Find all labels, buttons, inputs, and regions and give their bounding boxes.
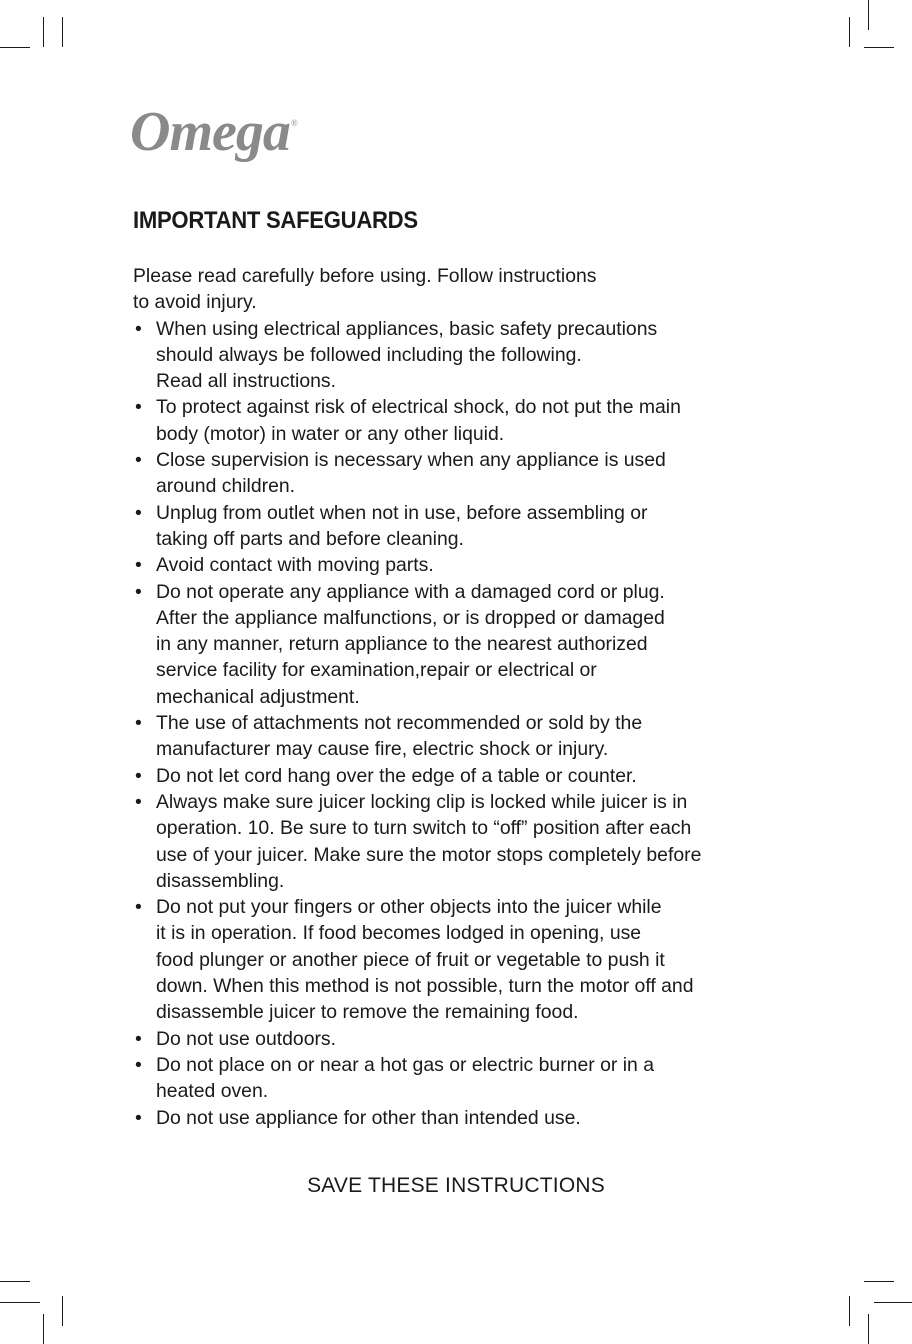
crop-mark-bottom-right-h bbox=[864, 1281, 894, 1282]
bullet-icon: • bbox=[135, 1106, 142, 1129]
crop-mark-bottom-right-h2 bbox=[874, 1302, 912, 1303]
safeguard-line: Avoid contact with moving parts. bbox=[156, 554, 434, 577]
safeguard-item bbox=[133, 394, 793, 447]
page-title: IMPORTANT SAFEGUARDS bbox=[133, 207, 418, 234]
crop-mark-bottom-right-v2 bbox=[868, 1314, 869, 1344]
safeguard-item bbox=[133, 579, 793, 710]
bullet-icon: • bbox=[135, 396, 142, 419]
crop-mark-top-right-v1 bbox=[849, 17, 850, 47]
safeguard-line: Close supervision is necessary when any appliance is used bbox=[156, 449, 666, 472]
safeguard-line: Do not use appliance for other than intended use. bbox=[156, 1106, 581, 1129]
save-instructions-footer: SAVE THESE INSTRUCTIONS bbox=[307, 1174, 605, 1197]
registered-mark: ® bbox=[290, 118, 297, 128]
crop-mark-top-left-v2 bbox=[62, 17, 63, 47]
brand-logo-text: Omega bbox=[130, 101, 290, 163]
safeguard-line: mechanical adjustment. bbox=[156, 685, 360, 708]
safeguard-item bbox=[133, 1105, 793, 1131]
safeguard-item bbox=[133, 763, 793, 789]
safeguard-line: around children. bbox=[156, 475, 296, 498]
safeguard-item bbox=[133, 894, 793, 1025]
bullet-icon: • bbox=[135, 317, 142, 340]
bullet-icon: • bbox=[135, 712, 142, 735]
safeguard-item bbox=[133, 500, 793, 553]
safeguard-line: To protect against risk of electrical shock, do not put the main bbox=[156, 396, 681, 419]
crop-mark-bottom-left-v2 bbox=[62, 1296, 63, 1326]
safeguard-line: disassembling. bbox=[156, 869, 285, 892]
safeguard-line: down. When this method is not possible, turn the motor off and bbox=[156, 975, 694, 998]
safeguard-item bbox=[133, 710, 793, 763]
safeguard-item bbox=[133, 1052, 793, 1105]
safeguard-line: taking off parts and before cleaning. bbox=[156, 527, 464, 550]
safeguard-line: Read all instructions. bbox=[156, 370, 336, 393]
crop-mark-bottom-left-h bbox=[0, 1281, 30, 1282]
crop-mark-top-right-v2 bbox=[868, 0, 869, 30]
bullet-icon: • bbox=[135, 764, 142, 787]
safeguard-line: disassemble juicer to remove the remaining food. bbox=[156, 1001, 579, 1024]
safeguard-item bbox=[133, 316, 793, 395]
safeguard-line: should always be followed including the following. bbox=[156, 343, 582, 366]
safeguard-item bbox=[133, 447, 793, 500]
safeguard-item bbox=[133, 1026, 793, 1052]
bullet-icon: • bbox=[135, 896, 142, 919]
safeguard-line: Do not put your fingers or other objects into the juicer while bbox=[156, 896, 662, 919]
intro-paragraph bbox=[133, 263, 793, 316]
safeguard-line: Unplug from outlet when not in use, before assembling or bbox=[156, 501, 648, 524]
safeguards-list bbox=[133, 316, 793, 1131]
safeguard-line: use of your juicer. Make sure the motor stops completely before bbox=[156, 843, 702, 866]
crop-mark-bottom-left-h2 bbox=[0, 1302, 40, 1303]
safeguards-content bbox=[133, 263, 793, 1131]
crop-mark-top-left-h bbox=[0, 47, 30, 48]
safeguard-line: operation. 10. Be sure to turn switch to “off” position after each bbox=[156, 817, 692, 840]
safeguard-line: body (motor) in water or any other liquid. bbox=[156, 422, 505, 445]
bullet-icon: • bbox=[135, 554, 142, 577]
brand-logo bbox=[130, 101, 297, 163]
bullet-icon: • bbox=[135, 1027, 142, 1050]
bullet-icon: • bbox=[135, 449, 142, 472]
bullet-icon: • bbox=[135, 501, 142, 524]
bullet-icon: • bbox=[135, 790, 142, 813]
intro-line: to avoid injury. bbox=[133, 291, 257, 314]
safeguard-line: in any manner, return appliance to the nearest authorized bbox=[156, 633, 648, 656]
safeguard-line: service facility for examination,repair or electrical or bbox=[156, 659, 597, 682]
safeguard-line: Do not place on or near a hot gas or electric burner or in a bbox=[156, 1053, 654, 1076]
safeguard-line: Do not let cord hang over the edge of a table or counter. bbox=[156, 764, 637, 787]
crop-mark-top-right-h bbox=[864, 47, 894, 48]
bullet-icon: • bbox=[135, 580, 142, 603]
crop-mark-bottom-right-v1 bbox=[849, 1296, 850, 1326]
crop-mark-top-left-v1 bbox=[43, 17, 44, 47]
safeguard-line: When using electrical appliances, basic safety precautions bbox=[156, 317, 658, 340]
safeguard-line: Always make sure juicer locking clip is locked while juicer is in bbox=[156, 790, 688, 813]
safeguard-line: Do not use outdoors. bbox=[156, 1027, 337, 1050]
intro-line: Please read carefully before using. Follow instructions bbox=[133, 265, 597, 287]
safeguard-line: food plunger or another piece of fruit or vegetable to push it bbox=[156, 948, 665, 971]
safeguard-line: manufacturer may cause fire, electric shock or injury. bbox=[156, 738, 609, 761]
safeguard-line: Do not operate any appliance with a damaged cord or plug. bbox=[156, 580, 665, 603]
crop-mark-bottom-left-v1 bbox=[43, 1314, 44, 1344]
safeguard-line: heated oven. bbox=[156, 1080, 269, 1103]
safeguard-line: After the appliance malfunctions, or is dropped or damaged bbox=[156, 606, 665, 629]
safeguard-item bbox=[133, 789, 793, 894]
safeguard-item bbox=[133, 552, 793, 578]
bullet-icon: • bbox=[135, 1053, 142, 1076]
safeguard-line: it is in operation. If food becomes lodged in opening, use bbox=[156, 922, 642, 945]
safeguard-line: The use of attachments not recommended or sold by the bbox=[156, 712, 643, 735]
